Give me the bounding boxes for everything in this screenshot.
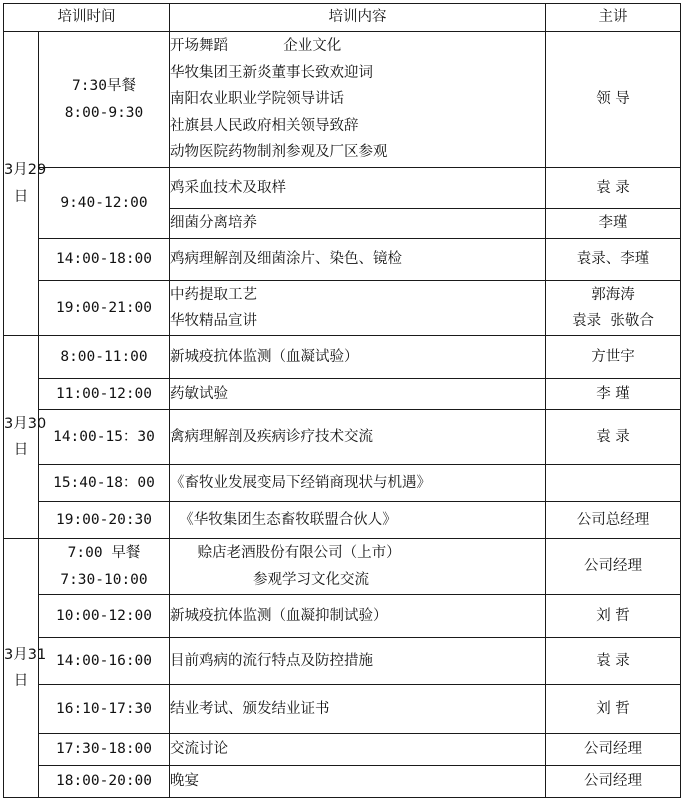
content-cell: 新城疫抗体监测（血凝抑制试验）: [170, 595, 546, 638]
table-row: [4, 638, 681, 685]
speaker-cell: 领 导: [546, 32, 681, 168]
header-speaker: 主讲: [546, 4, 681, 32]
content-cell: 细菌分离培养: [170, 209, 546, 239]
content-cell: 交流讨论: [170, 734, 546, 766]
speaker-cell: 郭海涛 袁录 张敬合: [546, 281, 681, 336]
table-row: [4, 281, 681, 336]
table-row: [4, 595, 681, 638]
speaker-cell: 李 瑾: [546, 379, 681, 410]
time-cell: 17:30-18:00: [39, 734, 170, 766]
speaker-cell: 公司总经理: [546, 502, 681, 539]
table-row: [4, 766, 681, 798]
time-cell: 19:00-20:30: [39, 502, 170, 539]
table-row: [4, 539, 681, 595]
content-cell: 药敏试验: [170, 379, 546, 410]
content-cell: 中药提取工艺 华牧精品宣讲: [170, 281, 546, 336]
time-cell: 18:00-20:00: [39, 766, 170, 798]
date-cell: 3月30 日: [4, 336, 39, 539]
content-cell: 《华牧集团生态畜牧联盟合伙人》: [170, 502, 546, 539]
header-row: [4, 4, 681, 32]
table-row: [4, 502, 681, 539]
content-cell: 《畜牧业发展变局下经销商现状与机遇》: [170, 465, 546, 502]
table-row: [4, 336, 681, 379]
date-cell: 3月31 日: [4, 539, 39, 798]
speaker-cell: 袁 录: [546, 410, 681, 465]
speaker-cell: 刘 哲: [546, 685, 681, 734]
time-cell: 10:00-12:00: [39, 595, 170, 638]
content-cell: 鸡病理解剖及细菌涂片、染色、镜检: [170, 239, 546, 281]
content-cell: 结业考试、颁发结业证书: [170, 685, 546, 734]
time-cell: 19:00-21:00: [39, 281, 170, 336]
time-cell: 14:00-18:00: [39, 239, 170, 281]
speaker-cell: 袁 录: [546, 168, 681, 209]
time-cell: 11:00-12:00: [39, 379, 170, 410]
table-row: [4, 379, 681, 410]
date-cell: 3月29 日: [4, 32, 39, 336]
content-cell: 鸡采血技术及取样: [170, 168, 546, 209]
content-cell: 开场舞蹈 企业文化 华牧集团王新炎董事长致欢迎词 南阳农业职业学院领导讲话 社旗县人民政府相关领导致辞 动物医院药物制剂参观及厂区参观: [170, 32, 546, 168]
speaker-cell: 袁录、李瑾: [546, 239, 681, 281]
speaker-cell: 公司经理: [546, 766, 681, 798]
speaker-cell: 李瑾: [546, 209, 681, 239]
table-row: [4, 410, 681, 465]
table-row: [4, 32, 681, 168]
table-row: [4, 685, 681, 734]
time-cell: 7:30早餐 8:00-9:30: [39, 32, 170, 168]
content-cell: 晚宴: [170, 766, 546, 798]
speaker-cell: 刘 哲: [546, 595, 681, 638]
time-cell: 15:40-18：00: [39, 465, 170, 502]
table-row: [4, 465, 681, 502]
time-cell: 16:10-17:30: [39, 685, 170, 734]
speaker-cell: 公司经理: [546, 539, 681, 595]
table-row: [4, 168, 681, 209]
header-time: 培训时间: [4, 4, 170, 32]
header-content: 培训内容: [170, 4, 546, 32]
speaker-cell: [546, 465, 681, 502]
time-cell: 8:00-11:00: [39, 336, 170, 379]
content-cell: 目前鸡病的流行特点及防控措施: [170, 638, 546, 685]
table-row: [4, 239, 681, 281]
content-cell: 赊店老酒股份有限公司（上市） 参观学习文化交流: [170, 539, 546, 595]
speaker-cell: 公司经理: [546, 734, 681, 766]
time-cell: 9:40-12:00: [39, 168, 170, 239]
training-schedule-table: [3, 3, 681, 798]
content-cell: 禽病理解剖及疾病诊疗技术交流: [170, 410, 546, 465]
speaker-cell: 方世宇: [546, 336, 681, 379]
content-cell: 新城疫抗体监测（血凝试验）: [170, 336, 546, 379]
speaker-cell: 袁 录: [546, 638, 681, 685]
table-row: [4, 734, 681, 766]
time-cell: 14:00-16:00: [39, 638, 170, 685]
time-cell: 14:00-15：30: [39, 410, 170, 465]
time-cell: 7:00 早餐 7:30-10:00: [39, 539, 170, 595]
